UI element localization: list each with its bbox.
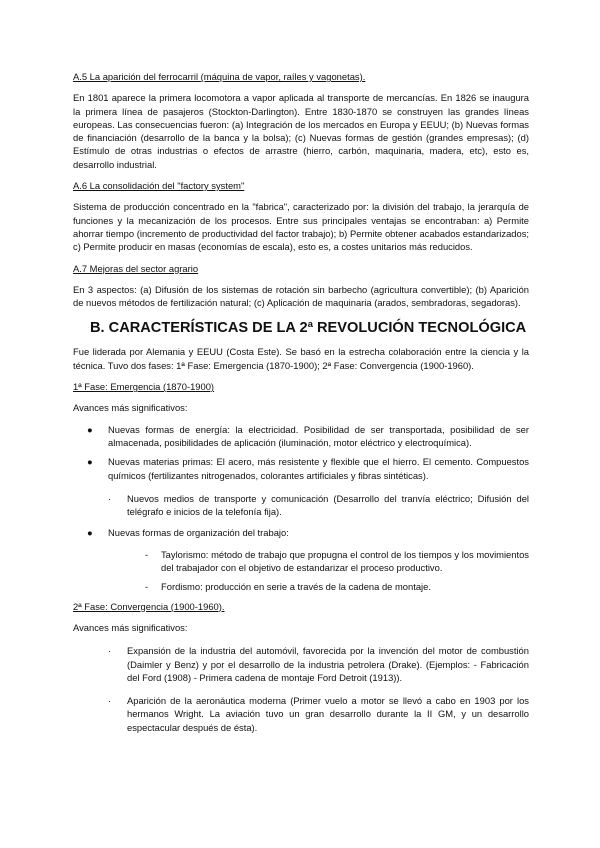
- paragraph-a7: En 3 aspectos: (a) Difusión de los sistemas de rotación sin barbecho (agricultura convertible); (b) Aparición de nuevos métodos de fertilización natural; (c) Aplicación de maquinaria (arados, sembradoras, segadoras).: [73, 283, 529, 309]
- heading-a5: A.5 La aparición del ferrocarril (máquina de vapor, raíles y vagonetas).: [73, 71, 366, 82]
- section-b-title: B. CARACTERÍSTICAS DE LA 2ª REVOLUCIÓN TECNOLÓGICA: [90, 320, 527, 337]
- phase1-list: [73, 423, 529, 594]
- paragraph-a6: Sistema de producción concentrado en la "fabrica", caracterizado por: la división del trabajo, la jerarquía de funciones y la mecanización de los procesos. Entre sus principales ventajas se encontraban: a) Permite ahorrar tiempo (incremento de productividad del factor trabajo); b) Permite obtener acabados estandarizados; c) Permite producir en masas (economías de escala), esto es, a costes unitarios más reducidos.: [73, 201, 529, 253]
- list-item-text: Taylorismo: método de trabajo que propugna el control de los tiempos y los movimientos del trabajador con el objetivo de estandarizar el proceso productivo.: [161, 548, 529, 574]
- middot-icon: ·: [108, 695, 112, 707]
- phase2-lead: Avances más significativos:: [73, 621, 188, 633]
- middot-icon: ·: [108, 492, 112, 504]
- bullet-icon: ●: [87, 456, 93, 468]
- paragraph-a5: En 1801 aparece la primera locomotora a vapor aplicada al transporte de mercancías. En 1826 se inaugura la primera línea de pasajeros (Stockton-Darlington). Entre 1830-1870 se construyen las grandes líneas europeas. Las consecuencias fueron: (a) Integración de los mercados en Europa y EEUU; (b) Nuevas formas de financiación (desarrollo de la banca y la bolsa); (c) Nuevas formas de gestión (grandes empresas); (d) Estímulo de otras industrias o efectos de arrastre (hierro, carbón, maquinaria, madera, etc), esto es, desarrollo industrial.: [73, 92, 529, 170]
- phase2-list: [73, 644, 529, 734]
- list-item-text: Fordismo: producción en serie a través de la cadena de montaje.: [161, 581, 431, 593]
- list-item-text: Nuevas materias primas: El acero, más resistente y flexible que el hierro. El cemento. Compuestos químicos (fertilizantes nitrogenados, colorantes artificiales y fibras sintéticas).: [108, 456, 529, 481]
- list-item: [73, 455, 529, 482]
- heading-a7: A.7 Mejoras del sector agrario: [73, 262, 199, 274]
- bullet-icon: ●: [87, 527, 93, 539]
- list-item-text: Nuevos medios de transporte y comunicación (Desarrollo del tranvía eléctrico; Difusión del telégrafo e inicios de la telefonía fija).: [127, 492, 529, 518]
- list-item: [73, 526, 529, 539]
- list-item: [73, 492, 529, 519]
- phase1-lead: Avances más significativos:: [73, 402, 188, 414]
- list-item-text: Aparición de la aeronáutica moderna (Primer vuelo a motor se llevó a cabo en 1903 por los hermanos Wright. La aviación tuvo un gran desarrollo durante la II GM, y un desarrollo espectacular después de ésta).: [127, 695, 529, 733]
- page-content: [73, 70, 529, 740]
- list-item: [73, 580, 529, 593]
- bullet-icon: ●: [87, 423, 93, 435]
- dash-icon: -: [145, 548, 149, 560]
- dash-icon: -: [145, 581, 149, 593]
- section-b-intro: Fue liderada por Alemania y EEUU (Costa Este). Se basó en la estrecha colaboración entre la ciencia y la técnica. Tuvo dos fases: 1ª Fase: Emergencia (1870-1900); 2ª Fase: Convergencia (1900-1960).: [73, 346, 529, 371]
- list-item-text: Nuevas formas de energía: la electricidad. Posibilidad de ser transportada, posibilidad de ser almacenada, posibilidades de aplicación (iluminación, motor eléctrico y electroquímica).: [108, 423, 529, 448]
- list-item: [73, 423, 529, 450]
- list-item: [73, 694, 529, 734]
- phase1-heading: 1ª Fase: Emergencia (1870-1900): [73, 381, 215, 393]
- heading-a6: A.6 La consolidación del "factory system": [73, 180, 245, 192]
- list-item: [73, 548, 529, 575]
- middot-icon: ·: [108, 645, 112, 657]
- list-item-text: Expansión de la industria del automóvil, favorecida por la invención del motor de combustión (Daimler y Benz) y por el desarrollo de la industria petrolera (Drake). (Ejemplos: - Fabricación del Ford (1908) - Primera cadena de montaje Ford Detroit (1913)).: [127, 645, 529, 683]
- phase2-heading: 2ª Fase: Convergencia (1900-1960).: [73, 600, 225, 612]
- list-item: [73, 644, 529, 684]
- list-item-text: Nuevas formas de organización del trabajo:: [108, 527, 289, 539]
